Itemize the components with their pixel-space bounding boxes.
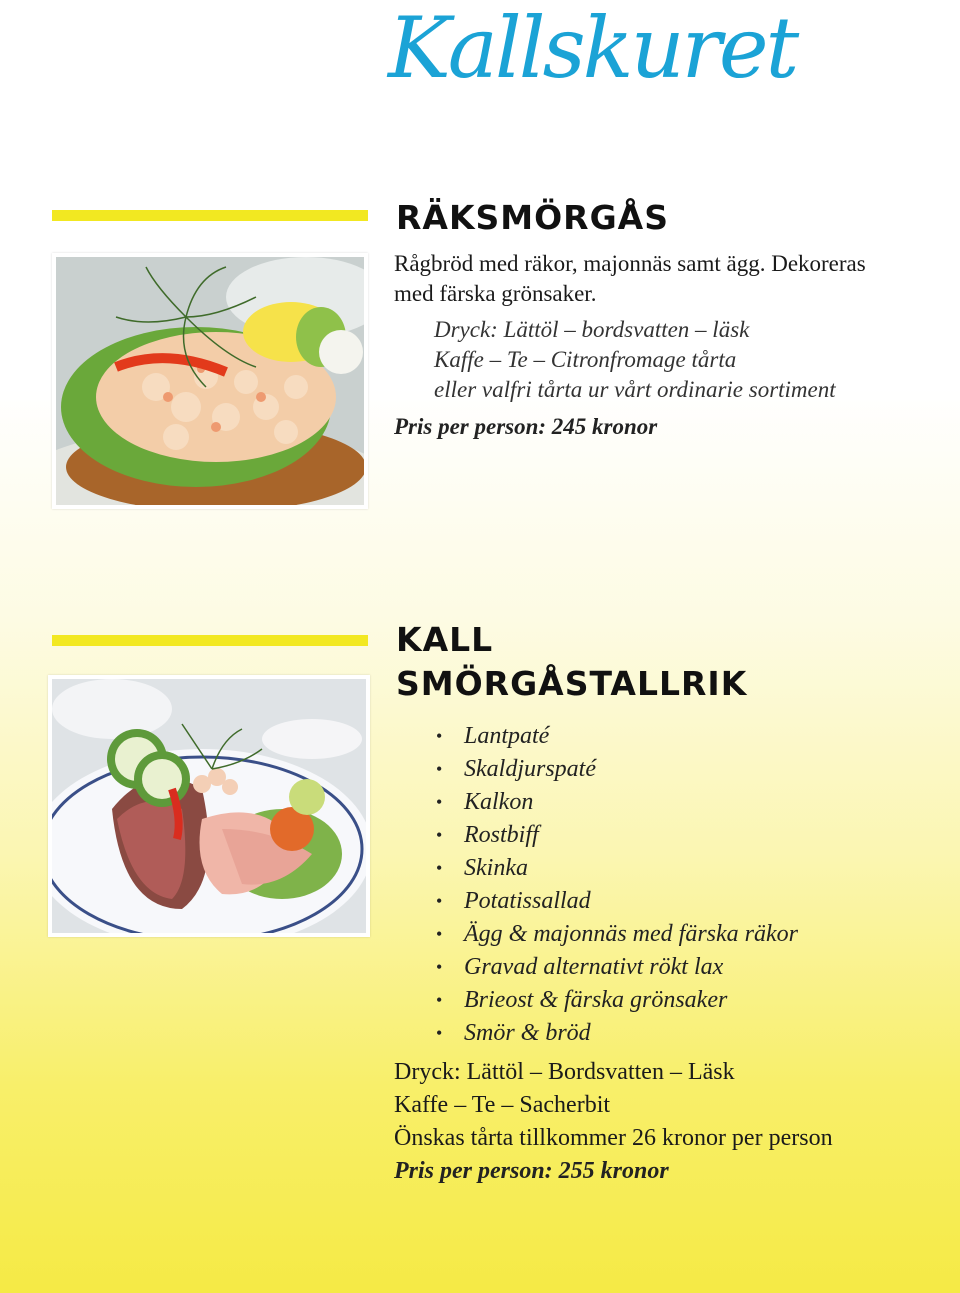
list-item: • Potatissallad: [436, 885, 798, 918]
section-heading-shrimp-sandwich: RÄKSMÖRGÅS: [396, 198, 669, 237]
list-item: • Gravad alternativt rökt lax: [436, 951, 798, 984]
list-item: • Ägg & majonnäs med färska räkor: [436, 918, 798, 951]
shrimp-sandwich-description-line-1: Rågbröd med räkor, majonnäs samt ägg. Dekoreras: [394, 251, 866, 276]
section-heading-cold-cuts-line-2: SMÖRGÅSTALLRIK: [396, 664, 748, 703]
list-item: • Brieost & färska grönsaker: [436, 984, 798, 1017]
section-divider-bar: [52, 635, 368, 646]
cold-cuts-price: Pris per person: 255 kronor: [394, 1158, 669, 1184]
section-heading-cold-cuts-line-1: KALL: [396, 620, 494, 659]
list-item: • Lantpaté: [436, 720, 798, 753]
cold-cuts-cake-note: Önskas tårta tillkommer 26 kronor per person: [394, 1125, 833, 1151]
cold-cuts-drinks-line-2: Kaffe – Te – Sacherbit: [394, 1092, 611, 1118]
cold-cuts-drinks-line-1: Dryck: Lättöl – Bordsvatten – Läsk: [394, 1059, 735, 1085]
shrimp-sandwich-price: Pris per person: 245 kronor: [394, 414, 658, 439]
shrimp-sandwich-description-line-2: med färska grönsaker.: [394, 281, 597, 306]
list-item: • Smör & bröd: [436, 1017, 798, 1050]
cold-cuts-item-list: [436, 720, 798, 1050]
shrimp-sandwich-drinks-line-1: Dryck: Lättöl – bordsvatten – läsk: [434, 317, 750, 342]
section-divider-bar: [52, 210, 368, 221]
list-item: • Skaldjurspaté: [436, 753, 798, 786]
page-title: Kallskuret: [388, 0, 797, 97]
shrimp-sandwich-photo: [52, 253, 368, 509]
list-item: • Rostbiff: [436, 819, 798, 852]
shrimp-sandwich-drinks-line-3: eller valfri tårta ur vårt ordinarie sortiment: [434, 377, 836, 402]
shrimp-sandwich-drinks-line-2: Kaffe – Te – Citronfromage tårta: [434, 347, 737, 372]
list-item: • Skinka: [436, 852, 798, 885]
list-item: • Kalkon: [436, 786, 798, 819]
cold-cuts-plate-photo: [48, 675, 370, 937]
